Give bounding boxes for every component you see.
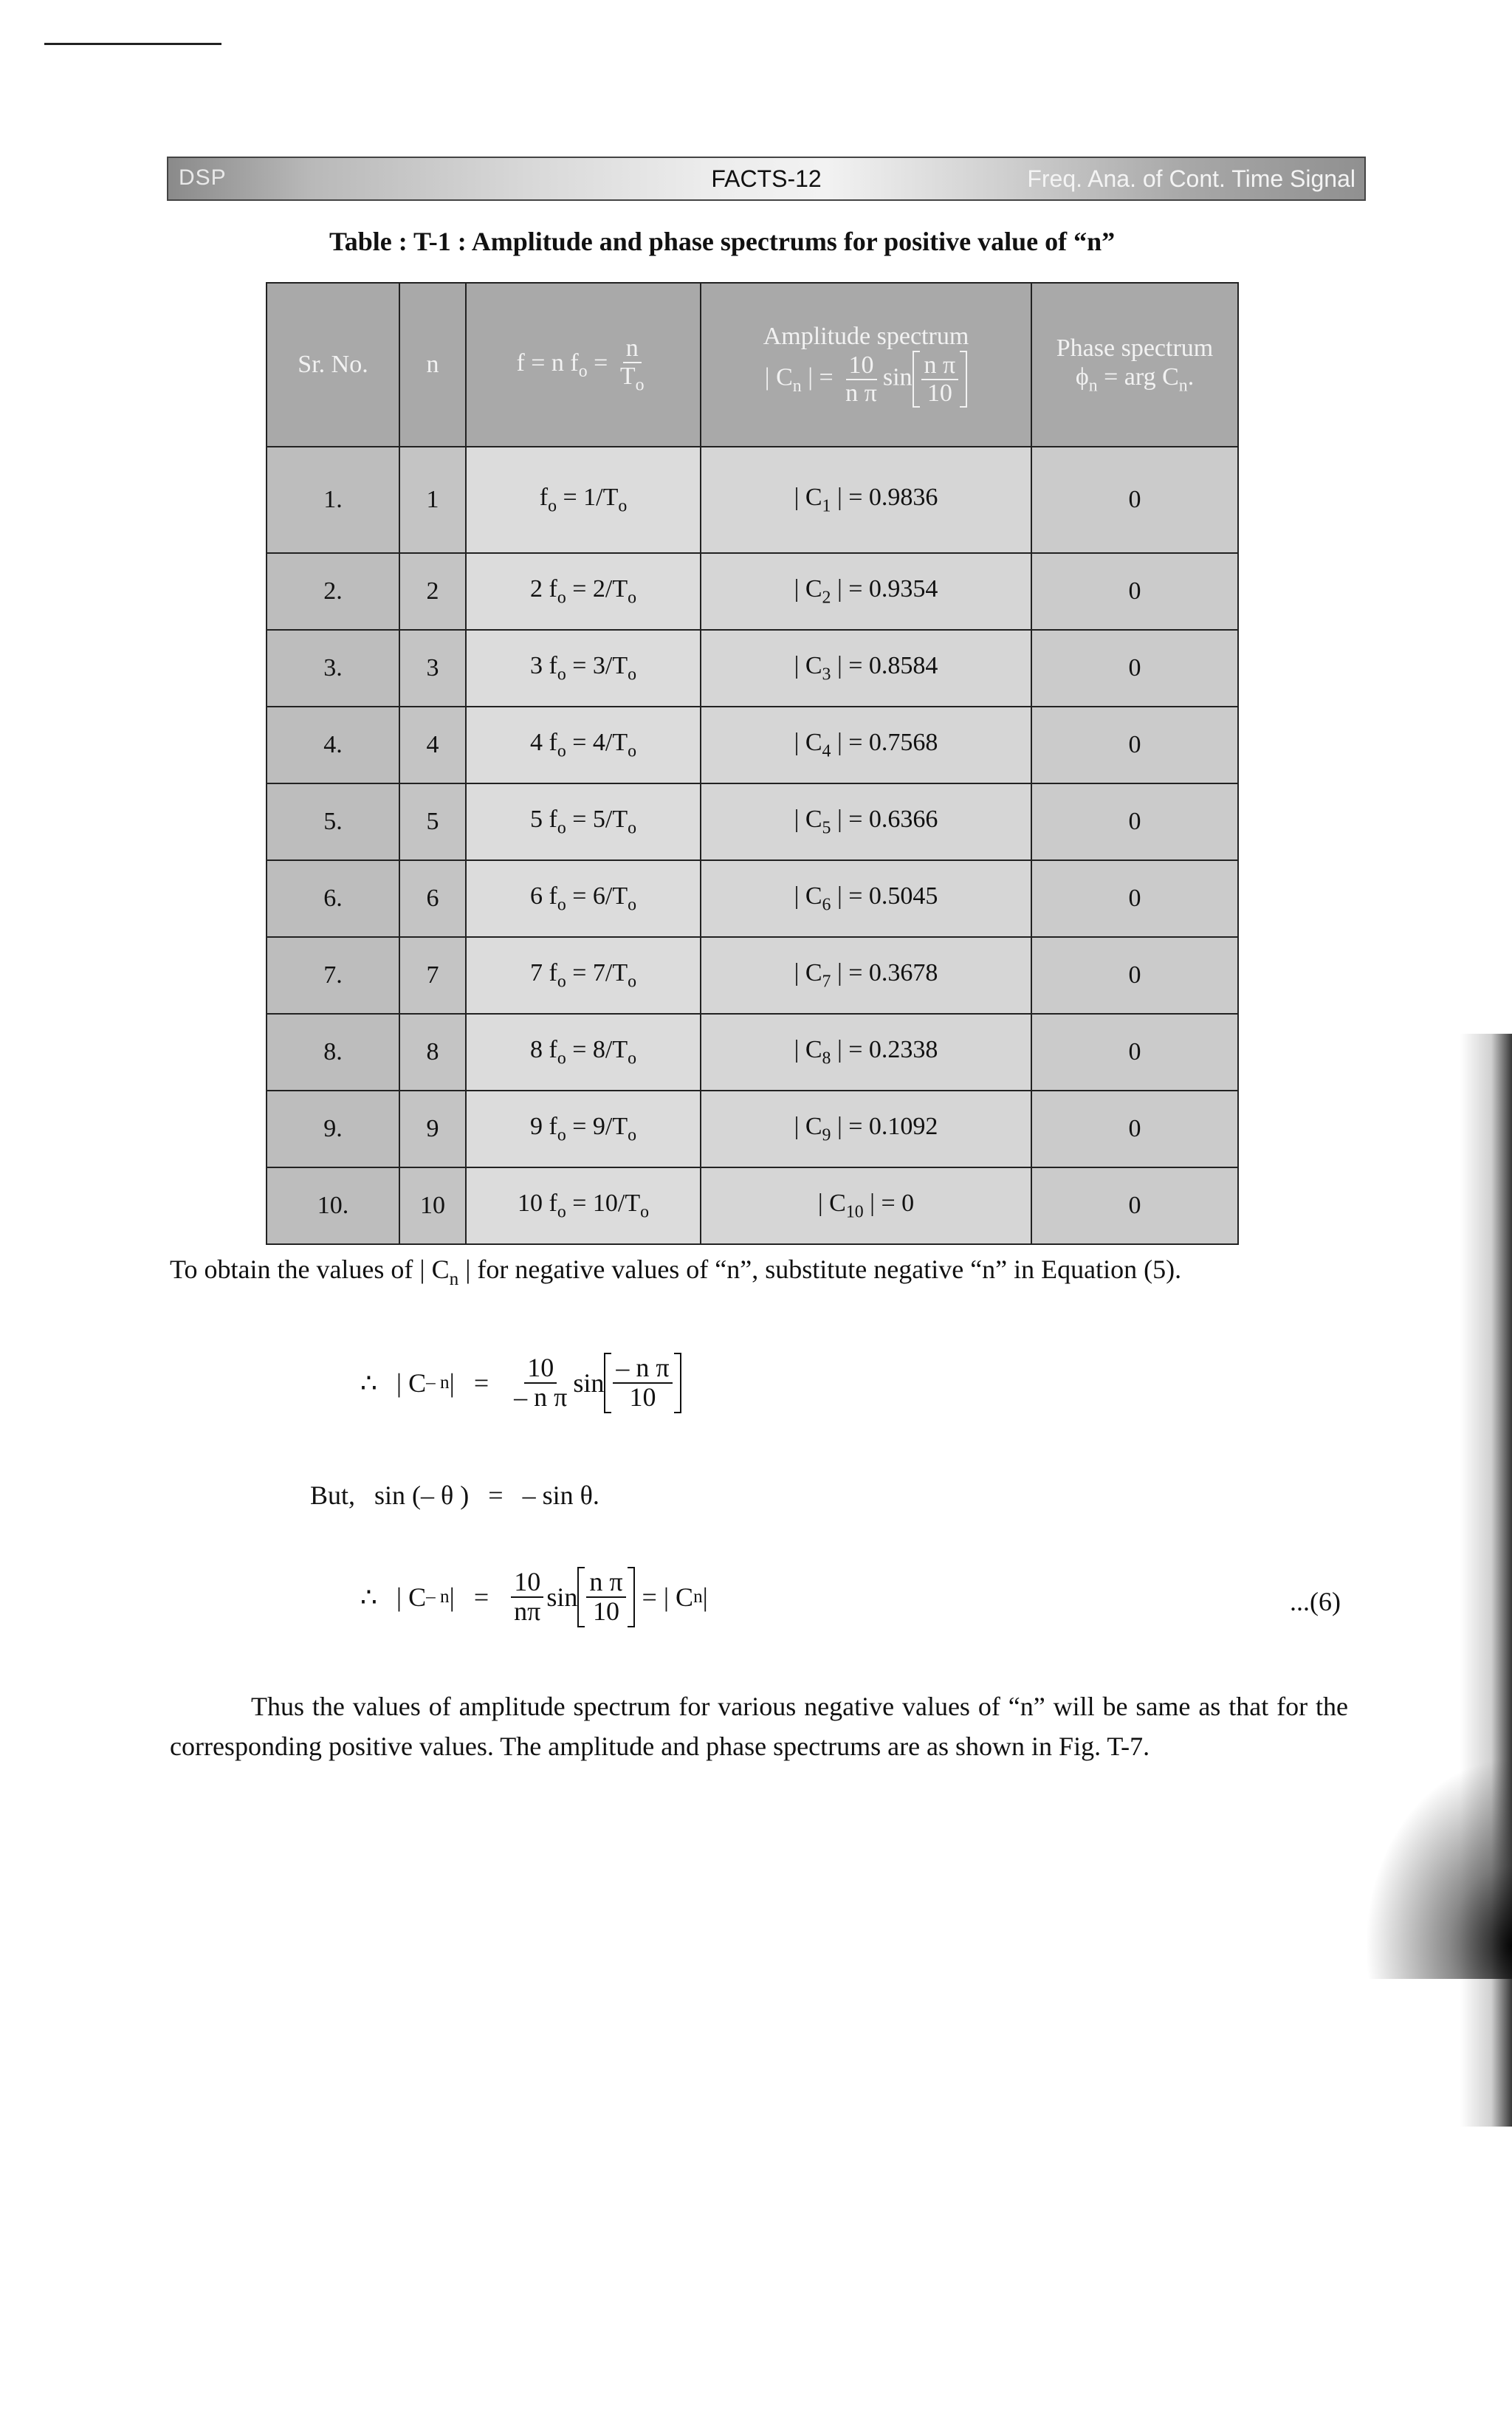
cell-sr-no: 5. — [267, 783, 399, 860]
cell-frequency: 8 $f_o = 8/T_o$ — [466, 1014, 701, 1091]
running-header — [167, 157, 1366, 201]
cell-n: 9 — [399, 1091, 466, 1167]
cell-sr-no: 3. — [267, 630, 399, 707]
header-amplitude-title: Amplitude spectrum — [763, 322, 969, 350]
cell-n: 4 — [399, 707, 466, 783]
header-amplitude-spectrum — [701, 283, 1031, 447]
table-caption: Table : T-1 : Amplitude and phase spectrums for positive value of “n” — [329, 227, 1116, 256]
cell-amplitude: | $C_7$ | = 0.3678 — [701, 937, 1031, 1014]
cell-amplitude: | $C_6$ | = 0.5045 — [701, 860, 1031, 937]
header-phase-formula: $\phi_n$ = arg $C_n$. — [1075, 363, 1195, 396]
cell-phase: 0 — [1031, 1014, 1238, 1091]
therefore-symbol: ∴ — [360, 1368, 377, 1398]
cell-phase: 0 — [1031, 707, 1238, 783]
cell-amplitude: | $C_8$ | = 0.2338 — [701, 1014, 1031, 1091]
table-row — [267, 1167, 1238, 1244]
cell-sr-no: 7. — [267, 937, 399, 1014]
cell-sr-no: 1. — [267, 447, 399, 553]
cell-sr-no: 2. — [267, 553, 399, 630]
cell-n: 8 — [399, 1014, 466, 1091]
cell-amplitude: | $C_9$ | = 0.1092 — [701, 1091, 1031, 1167]
table-row — [267, 707, 1238, 783]
cell-sr-no: 9. — [267, 1091, 399, 1167]
table-body — [267, 447, 1238, 1244]
header-frequency: f = n $f_o$ = $\frac{n}{T_o}$ — [466, 283, 701, 447]
header-page-label: FACTS-12 — [711, 165, 822, 192]
table-row — [267, 447, 1238, 553]
top-rule — [44, 43, 221, 45]
paragraph-conclusion: Thus the values of amplitude spectrum for various negative values of “n” will be same as that for the corresponding positive values. The amplitude and phase spectrums are as shown in Fig. T-7. — [170, 1692, 1348, 1761]
cell-sr-no: 8. — [267, 1014, 399, 1091]
table-row — [267, 630, 1238, 707]
table-header-row — [267, 283, 1238, 447]
header-phase-spectrum — [1031, 283, 1238, 447]
header-amplitude-formula: | $C_n$ | = $\frac{10}{\text{n π}}$ sin $\frac{\text{n π}}{10}$ — [704, 351, 1028, 408]
table-row — [267, 1091, 1238, 1167]
cell-amplitude: | $C_2$ | = 0.9354 — [701, 553, 1031, 630]
cell-phase: 0 — [1031, 783, 1238, 860]
cell-phase: 0 — [1031, 1091, 1238, 1167]
cell-amplitude: | $C_1$ | = 0.9836 — [701, 447, 1031, 553]
cell-amplitude: | $C_{10}$ | = 0 — [701, 1167, 1031, 1244]
cell-amplitude: | $C_4$ | = 0.7568 — [701, 707, 1031, 783]
cell-frequency: $f_o = 1/T_o$ — [466, 447, 701, 553]
header-chapter-title: Freq. Ana. of Cont. Time Signal — [1027, 165, 1355, 192]
cell-frequency: 5 $f_o = 5/T_o$ — [466, 783, 701, 860]
header-phase-title: Phase spectrum — [1056, 334, 1214, 362]
equation-negative-substitution: ∴ | C – n | = $\frac{10}{\text{– n π}}$ sin $\frac{\text{– n π}}{10}$ — [360, 1353, 681, 1413]
cell-phase: 0 — [1031, 1167, 1238, 1244]
equation-6: ∴ | C – n | = $\frac{10}{n\pi}$ sin $\frac{\text{n π}}{10}$ = | C n | — [360, 1567, 708, 1626]
header-frequency-fraction: $\frac{n}{T_o}$ — [619, 334, 645, 395]
table-row — [267, 1014, 1238, 1091]
cell-frequency: 10 $f_o = 10/T_o$ — [466, 1167, 701, 1244]
cell-n: 3 — [399, 630, 466, 707]
cell-frequency: 7 $f_o = 7/T_o$ — [466, 937, 701, 1014]
cell-phase: 0 — [1031, 447, 1238, 553]
cell-phase: 0 — [1031, 937, 1238, 1014]
table-row — [267, 937, 1238, 1014]
cell-frequency: 3 $f_o = 3/T_o$ — [466, 630, 701, 707]
header-n: n — [399, 283, 466, 447]
cell-phase: 0 — [1031, 553, 1238, 630]
cell-n: 2 — [399, 553, 466, 630]
identity-sine-odd: But, sin (– θ ) = – sin θ. — [310, 1480, 599, 1510]
cell-frequency: 2 $f_o = 2/T_o$ — [466, 553, 701, 630]
cell-amplitude: | $C_3$ | = 0.8584 — [701, 630, 1031, 707]
cell-n: 1 — [399, 447, 466, 553]
table-row — [267, 860, 1238, 937]
header-left-text: DSP — [179, 165, 227, 190]
cell-n: 10 — [399, 1167, 466, 1244]
cell-sr-no: 10. — [267, 1167, 399, 1244]
cell-frequency: 4 $f_o = 4/T_o$ — [466, 707, 701, 783]
cell-sr-no: 4. — [267, 707, 399, 783]
spectrum-table — [266, 282, 1239, 1245]
cell-frequency: 9 $f_o = 9/T_o$ — [466, 1091, 701, 1167]
cell-phase: 0 — [1031, 630, 1238, 707]
cell-n: 7 — [399, 937, 466, 1014]
table-row — [267, 783, 1238, 860]
scan-edge-blot — [1364, 1757, 1512, 1979]
table-row — [267, 553, 1238, 630]
cell-amplitude: | $C_5$ | = 0.6366 — [701, 783, 1031, 860]
cell-frequency: 6 $f_o = 6/T_o$ — [466, 860, 701, 937]
paragraph-negative-n: To obtain the values of | $C_n$ | for negative values of “n”, substitute negative “n” in Equation (5). — [170, 1255, 1182, 1289]
equation-number: ...(6) — [1290, 1587, 1341, 1616]
cell-phase: 0 — [1031, 860, 1238, 937]
cell-sr-no: 6. — [267, 860, 399, 937]
cell-n: 6 — [399, 860, 466, 937]
cell-n: 5 — [399, 783, 466, 860]
header-sr-no: Sr. No. — [267, 283, 399, 447]
